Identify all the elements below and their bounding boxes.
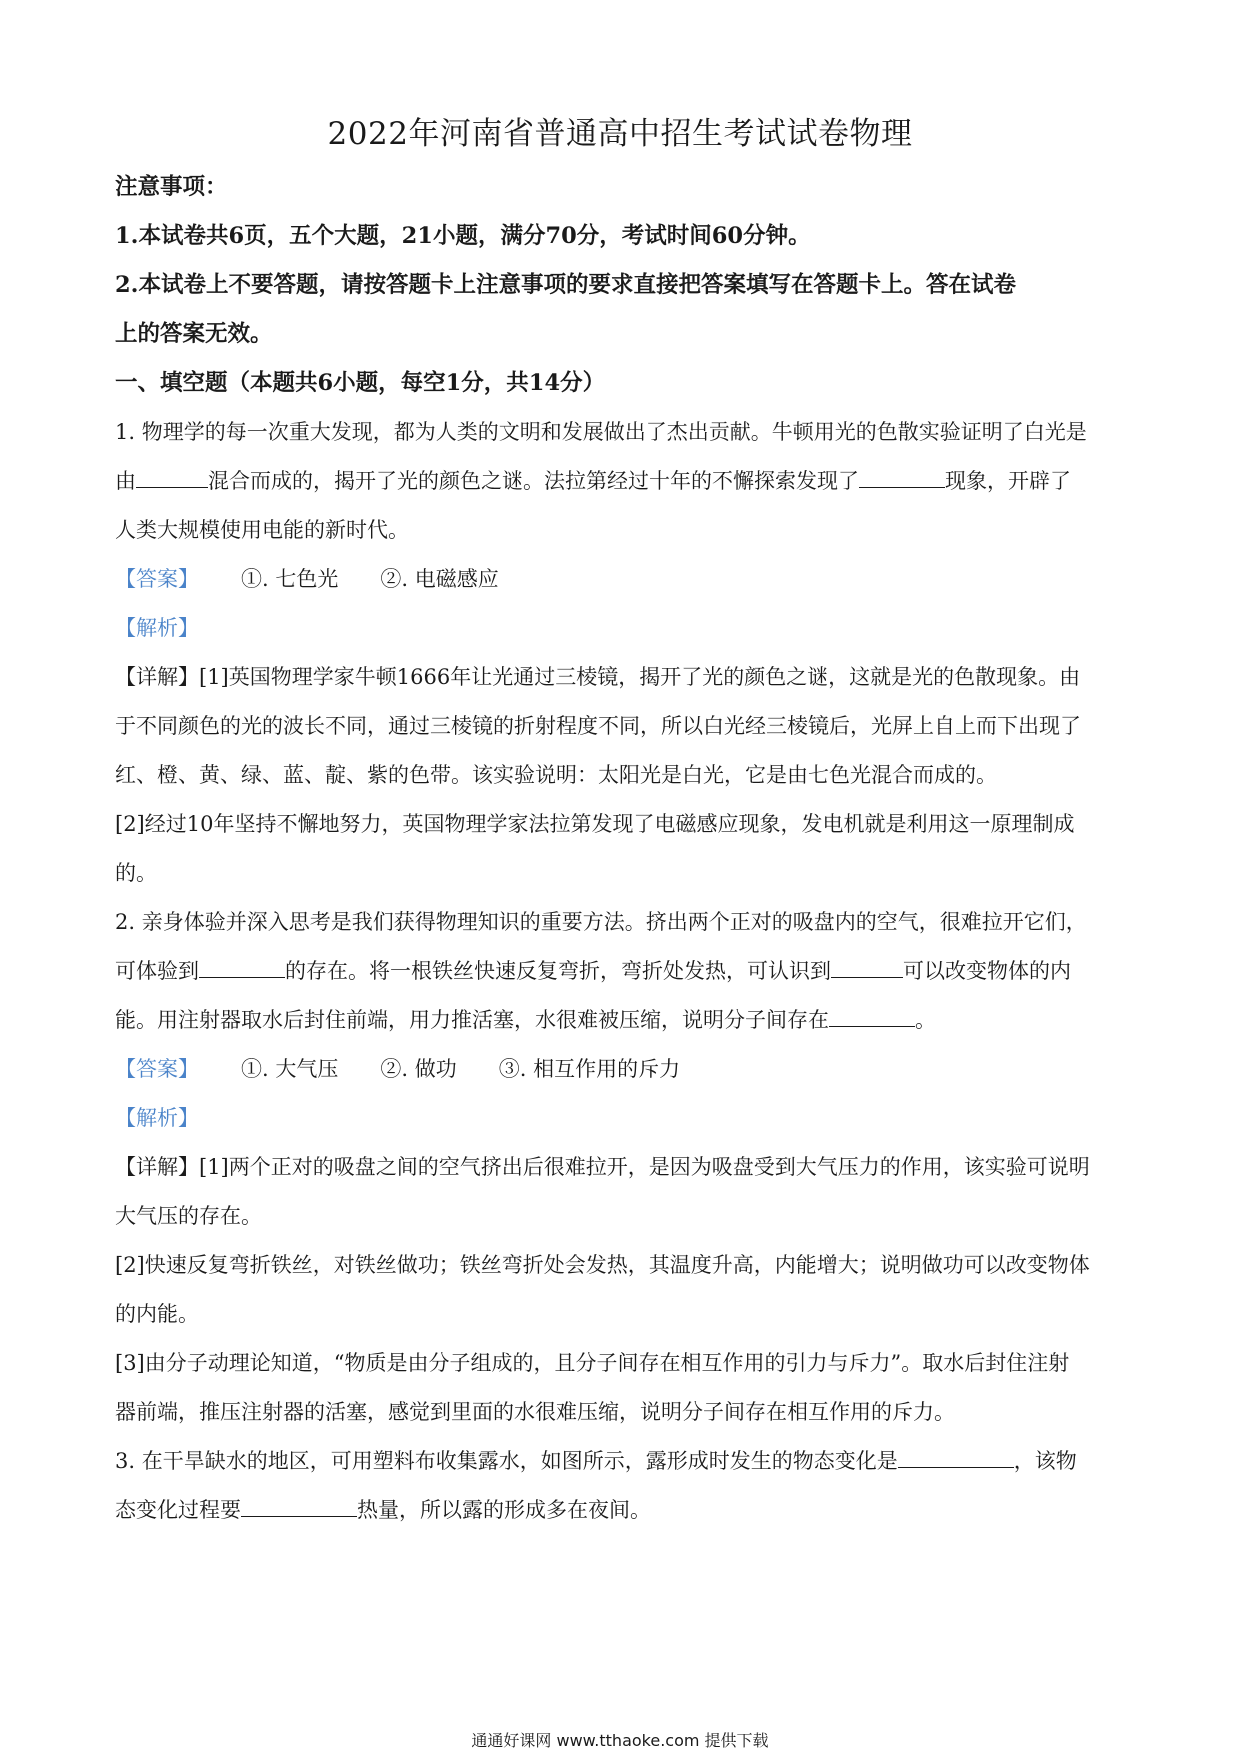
- q1-detail-5: 的。: [115, 861, 157, 885]
- q2-blank-1: [199, 953, 285, 978]
- answer-item: ①. 七色光: [241, 567, 339, 591]
- q1-blank-2: [859, 463, 945, 488]
- q1-line-2: [115, 457, 1130, 506]
- q2-detail-4: 的内能。: [115, 1302, 199, 1326]
- q2-text: 可以改变物体的内: [903, 959, 1071, 983]
- answer-item: ②. 做功: [380, 1057, 457, 1081]
- page-footer: 通通好课网 www.tthaoke.com 提供下载: [471, 1731, 769, 1750]
- q1-detail-2: 于不同颜色的光的波长不同，通过三棱镜的折射程度不同，所以白光经三棱镜后，光屏上自上而下出现了: [115, 714, 1081, 738]
- notice-item-2-line-2: 上的答案无效。: [115, 321, 273, 347]
- q1-text: 混合而成的，揭开了光的颜色之谜。法拉第经过十年的不懈探索发现了: [208, 469, 859, 493]
- q2-text: 。: [915, 1008, 936, 1032]
- answer-item: ②. 电磁感应: [380, 567, 499, 591]
- q2-detail-1: 【详解】[1]两个正对的吸盘之间的空气挤出后很难拉开，是因为吸盘受到大气压力的作用，该实验可说明: [115, 1155, 1090, 1179]
- q3-blank-2: [241, 1492, 357, 1517]
- answer-label: 【答案】: [115, 567, 199, 591]
- q2-blank-3: [829, 1002, 915, 1027]
- q2-text: 的存在。将一根铁丝快速反复弯折，弯折处发热，可认识到: [285, 959, 831, 983]
- q2-detail-6: 器前端，推压注射器的活塞，感觉到里面的水很难压缩，说明分子间存在相互作用的斥力。: [115, 1400, 955, 1424]
- q3-line-1: [115, 1437, 1130, 1486]
- q2-answer: [115, 1045, 1130, 1094]
- answer-label: 【答案】: [115, 1057, 199, 1081]
- q2-blank-2: [831, 953, 903, 978]
- page-title: 2022年河南省普通高中招生考试试卷物理: [327, 116, 913, 152]
- q1-blank-1: [136, 463, 208, 488]
- answer-item: ③. 相互作用的斥力: [498, 1057, 681, 1081]
- notice-item-2-line-1: 2.本试卷上不要答题，请按答题卡上注意事项的要求直接把答案填写在答题卡上。答在试卷: [115, 272, 1016, 298]
- q2-detail-3: [2]快速反复弯折铁丝，对铁丝做功；铁丝弯折处会发热，其温度升高，内能增大；说明做功可以改变物体: [115, 1253, 1090, 1277]
- q2-text: 可体验到: [115, 959, 199, 983]
- q3-text: 热量，所以露的形成多在夜间。: [357, 1498, 651, 1522]
- q1-detail-4: [2]经过10年坚持不懈地努力，英国物理学家法拉第发现了电磁感应现象，发电机就是利用这一原理制成: [115, 812, 1075, 836]
- q3-text: 3. 在干旱缺水的地区，可用塑料布收集露水，如图所示，露形成时发生的物态变化是: [115, 1449, 898, 1473]
- answer-item: ①. 大气压: [241, 1057, 339, 1081]
- q3-line-2: [115, 1486, 1130, 1535]
- q1-detail-3: 红、橙、黄、绿、蓝、靛、紫的色带。该实验说明：太阳光是白光，它是由七色光混合而成的。: [115, 763, 997, 787]
- q2-text: 能。用注射器取水后封住前端，用力推活塞，水很难被压缩，说明分子间存在: [115, 1008, 829, 1032]
- q2-line-1: 2. 亲身体验并深入思考是我们获得物理知识的重要方法。挤出两个正对的吸盘内的空气，很难拉开它们，: [115, 910, 1087, 934]
- q1-line-3: 人类大规模使用电能的新时代。: [115, 518, 409, 542]
- q2-detail-5: [3]由分子动理论知道，“物质是由分子组成的，且分子间存在相互作用的引力与斥力”。取水后封住注射: [115, 1351, 1070, 1375]
- q1-text: 现象，开辟了: [945, 469, 1071, 493]
- q2-line-2: [115, 947, 1130, 996]
- q3-text: ，该物: [1013, 1449, 1077, 1473]
- q1-text: 由: [115, 469, 136, 493]
- notice-item-1: 1.本试卷共6页，五个大题，21小题，满分70分，考试时间60分钟。: [115, 223, 811, 249]
- exam-content: [115, 163, 1130, 1535]
- notice-heading: 注意事项：: [115, 174, 228, 200]
- q2-line-3: [115, 996, 1130, 1045]
- q2-detail-2: 大气压的存在。: [115, 1204, 262, 1228]
- q1-line-1: 1. 物理学的每一次重大发现，都为人类的文明和发展做出了杰出贡献。牛顿用光的色散实验证明了白光是: [115, 420, 1087, 444]
- section-1-heading: 一、填空题（本题共6小题，每空1分，共14分）: [115, 370, 606, 396]
- analysis-label: 【解析】: [115, 1106, 199, 1130]
- q1-answer: [115, 555, 1130, 604]
- q3-text: 态变化过程要: [115, 1498, 241, 1522]
- q3-blank-1: [898, 1443, 1014, 1468]
- analysis-label: 【解析】: [115, 616, 199, 640]
- q1-detail-1: 【详解】[1]英国物理学家牛顿1666年让光通过三棱镜，揭开了光的颜色之谜，这就是光的色散现象。由: [115, 665, 1081, 689]
